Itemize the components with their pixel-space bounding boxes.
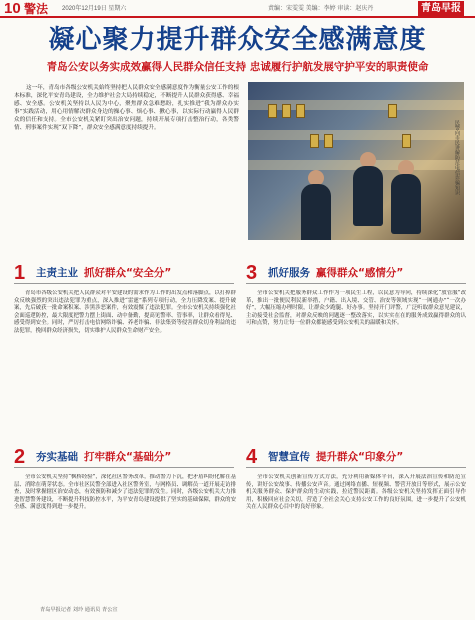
section-4-title-a: 智慧宣传 <box>268 451 310 463</box>
section-4-header <box>246 446 466 468</box>
section-3-title-b: 赢得群众“感情分” <box>316 267 404 279</box>
section-1-title <box>36 266 171 280</box>
publication-date: 2020年12月19日 星期六 <box>62 6 127 12</box>
intro-text: 这一年，青岛市各级公安机关始终坚持把人民群众安全感满意度作为衡量公安工作的根本标准，深化平安青岛建设，全力维护社会大局持续稳定，不断提升人民群众获得感、幸福感、安全感。公安机关坚持以人民为中心，聚焦群众急难愁盼，扎实推进“我为群众办实事”实践活动，用心用情解决群众身边的操心事、烦心事、揪心事，以实际行动赢得人民群众的信任和支持。全市公安机关紧盯突出治安问题，持续开展专项打击整治行动，各类警情、刑事案件实现“双下降”，群众安全感满意度持续提升。 <box>14 85 239 131</box>
page-number: 10 <box>4 0 21 17</box>
editors-line: 责编：宋雯雯 美编：李婷 审读：赵庆丹 <box>268 6 374 12</box>
section-3-header <box>246 262 466 284</box>
section-4-number: 4 <box>246 446 258 468</box>
section-3-number: 3 <box>246 262 258 284</box>
masthead <box>0 0 475 18</box>
newspaper-logo: 青岛早报 <box>418 1 464 16</box>
section-2-title-a: 夯实基础 <box>36 451 78 463</box>
page-headline: 凝心聚力提升群众安全感满意度 <box>48 25 427 55</box>
section-1-title-a: 主责主业 <box>36 267 78 279</box>
section-1-number: 1 <box>14 262 26 284</box>
section-1-header <box>14 262 234 284</box>
news-photo <box>248 82 464 240</box>
photo-caption: 民警向市民讲解防范电信诈骗知识 <box>454 120 460 195</box>
page-subhead: 青岛公安以务实成效赢得人民群众信任支持 忠诚履行护航发展守护平安的职责使命 <box>46 61 429 73</box>
intro-paragraph <box>14 84 239 244</box>
byline: 青岛早报记者 刘玲 通讯员 青公宣 <box>40 607 118 613</box>
section-4-body: 全市公安机关创新宣传方式方法，充分利用新媒体平台，深入开展法治宣传和防范宣传，讲好公安故事、传播公安声音。通过网络直播、短视频、警营开放日等形式，展示公安机关服务群众、保护群众的生动实践，拉近警民距离。各级公安机关坚持发挥正面引导作用，积极回应社会关切，营造了全社会关心支持公安工作的良好氛围，进一步提升了公安机关在人民群众心目中的良好形象。 <box>246 474 466 511</box>
section-2-title <box>36 450 171 464</box>
section-4-title-b: 提升群众“印象分” <box>316 451 404 463</box>
section-name: 警法 <box>24 2 49 16</box>
section-2-number: 2 <box>14 446 26 468</box>
section-4-title <box>268 450 403 464</box>
section-2-body: 全市公安机关坚持“枫桥经验”，深化社区警务改革，推动警力下沉，把矛盾纠纷化解在基层、消除在萌芽状态。全市社区民警全部进入社区警务室，与网格员、调解员一道开展走访排查，及时掌握辖区治安动态，有效预防和减少了违法犯罪的发生。同时，各级公安机关大力推进智慧警务建设，不断提升科技防控水平，为平安青岛建设提供了坚实的基础保障，群众的安全感、满意度得到进一步提升。 <box>14 474 236 511</box>
section-2-header <box>14 446 234 468</box>
section-3-body: 全市公安机关把服务群众工作作为一项民生工程，以民意为导向，持续深化“放管服”改革，推出一批便民利民新举措，户籍、出入境、交管、治安等领域实现“一网通办”“一次办好”，大幅压缩办理时限，让群众少跑腿、好办事。坚持开门评警，广泛听取群众意见建议，主动接受社会监督，对群众反映的问题逐一整改落实，以实实在在的服务成效赢得群众的认可和点赞，努力让每一位群众都能感受到公安机关的温暖和关怀。 <box>246 290 466 327</box>
section-3-title-a: 抓好服务 <box>268 267 310 279</box>
section-3-title <box>268 266 403 280</box>
section-1-body: 青岛市各级公安机关把人民群众对平安建设的需求作为工作的出发点和落脚点，以打掉群众反映强烈的突出违法犯罪为重点，深入推进“雷霆”系列专项行动，全力压降发案、提升破案，先后破获一批命案积案、涉黑涉恶案件，有效震慑了违法犯罪。全市公安机关持续强化社会面巡逻防控，最大限度把警力摆上街面、动中备勤，提高见警率、管事率，让群众看得见、感受得到安全。同时，严厉打击电信网络诈骗、养老诈骗、非法集资等侵害群众切身利益的违法犯罪，挽回群众经济损失，切实维护人民群众生命财产安全。 <box>14 290 236 334</box>
section-2-title-b: 打牢群众“基础分” <box>84 451 172 463</box>
section-1-title-b: 抓好群众“安全分” <box>84 267 172 279</box>
